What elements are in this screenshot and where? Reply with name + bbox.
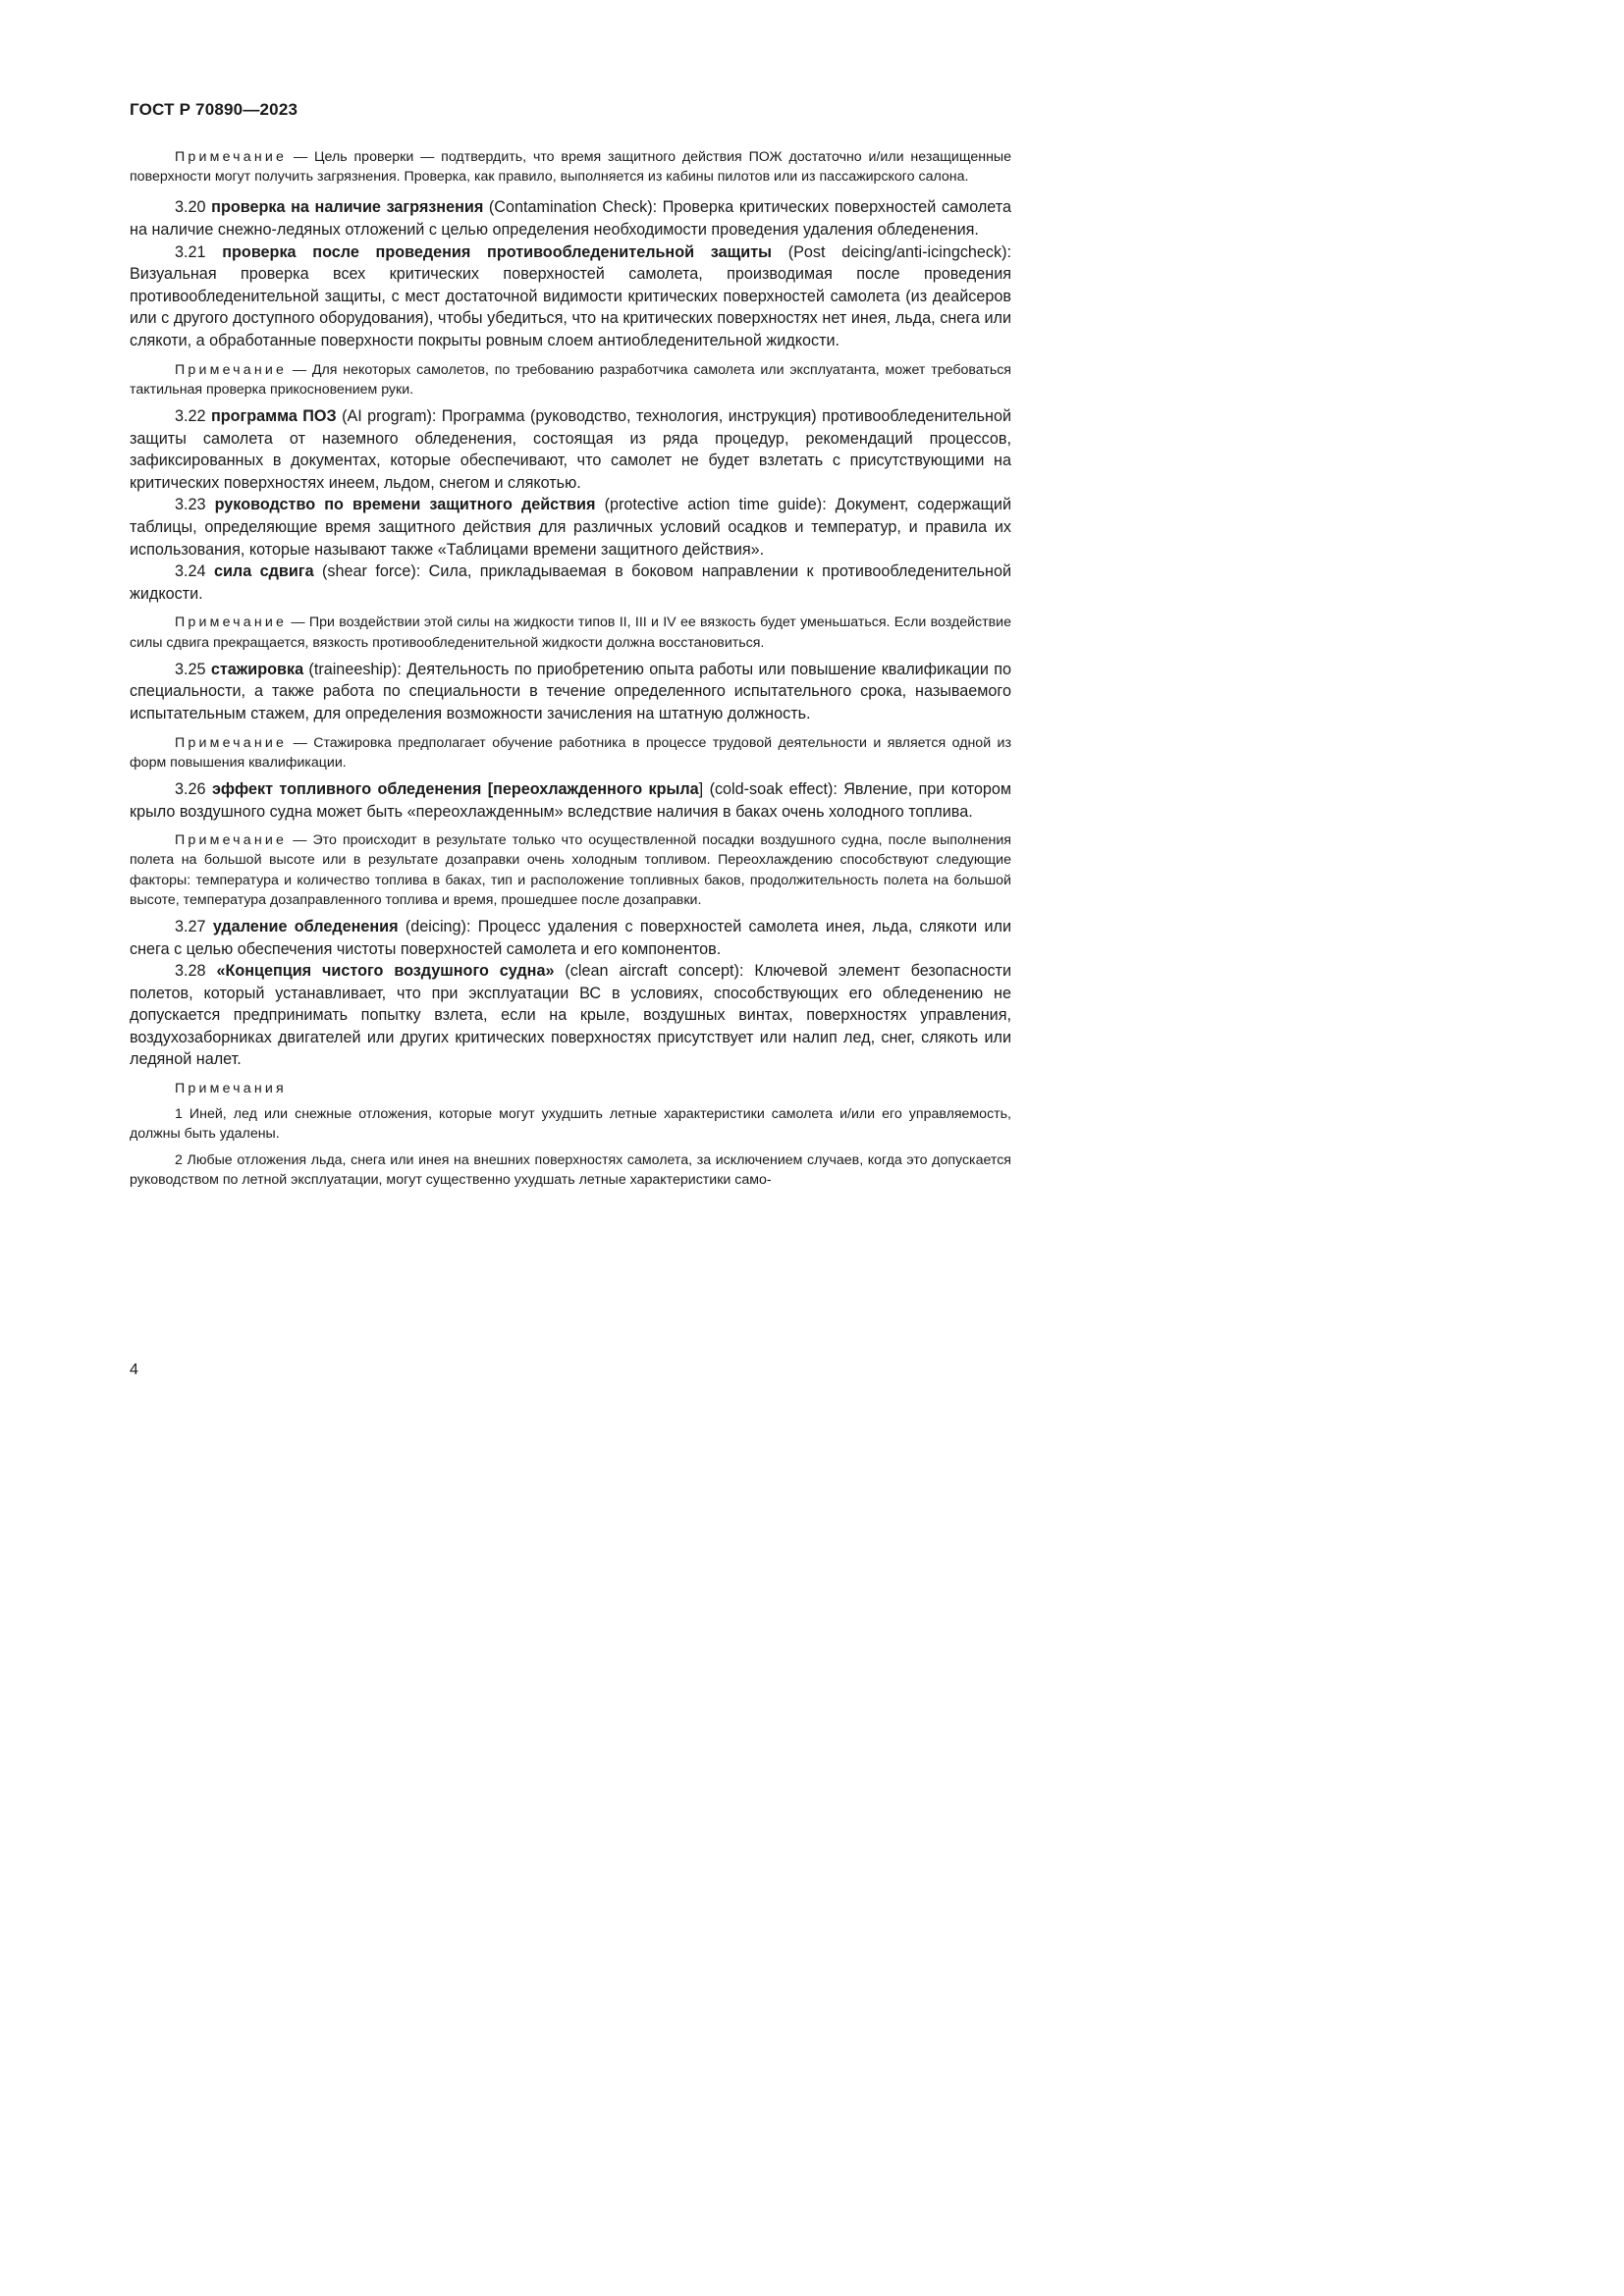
page-number: 4	[130, 1362, 138, 1378]
term-paragraph-3-28	[130, 960, 1011, 1071]
note-paragraph	[130, 147, 1011, 187]
note-text: — Это происходит в результате только что осуществленной посадки воздушного судна, после выполнения полета на большой высоте или в результате дозаправки очень холодным топливом. Переохлаждению способствуют следующие факторы: температура и количество топлива в баках, тип и расположение топливных баков, продолжительность полета на большой высоте, температура дозаправленного топлива и время, прошедшее после дозаправки.	[130, 832, 1011, 908]
numbered-note-1: 1 Иней, лед или снежные отложения, которые могут ухудшить летные характеристики самолета и/или его управляемость, должны быть удалены.	[130, 1106, 1011, 1143]
notes-heading	[130, 1079, 1011, 1098]
numbered-note-2: 2 Любые отложения льда, снега или инея на внешних поверхностях самолета, за исключением случаев, когда это допускается руководством по летной эксплуатации, могут существенно ухудшать летные характеристики само-	[130, 1151, 1011, 1188]
clause-number: 3.22	[175, 406, 206, 425]
document-code-header: ГОСТ Р 70890—2023	[130, 100, 298, 119]
term-title: удаление обледенения	[212, 917, 399, 935]
term-title: проверка после проведения противообледенительной защиты	[222, 242, 772, 261]
term-title: «Концепция чистого воздушного судна»	[216, 962, 555, 981]
term-title: стажировка	[210, 660, 304, 678]
note-paragraph	[130, 830, 1011, 910]
clause-number: 3.27	[175, 917, 206, 935]
notes-label: Примечания	[175, 1081, 287, 1097]
clause-number: 3.21	[175, 242, 206, 261]
term-definition: (AI program): Программа (руководство, технология, инструкция) противообледенительной защиты самолета от наземного обледенения, состоящая из ряда процедур, рекомендаций процессов, зафиксированных в документах, которые обеспечивают, что самолет не будет взлетать с присутствующими на критических поверхностях инеем, льдом, снегом и слякотью.	[130, 406, 1011, 492]
note-paragraph	[130, 733, 1011, 773]
term-paragraph-3-20	[130, 196, 1011, 240]
term-paragraph-3-27	[130, 916, 1011, 960]
note-label: Примечание	[175, 361, 288, 378]
note-text: — Стажировка предполагает обучение работника в процессе трудовой деятельности и является одной из форм повышения квалификации.	[130, 734, 1011, 771]
term-paragraph-3-21	[130, 241, 1011, 352]
term-paragraph-3-23	[130, 494, 1011, 561]
term-definition: (deicing): Процесс удаления с поверхностей самолета инея, льда, слякоти или снега с целью обеспечения чистоты поверхностей самолета и его компонентов.	[130, 917, 1011, 958]
clause-number: 3.28	[175, 962, 206, 981]
note-label: Примечание	[175, 614, 288, 631]
term-definition: (traineeship): Деятельность по приобретению опыта работы или повышение квалификации по специальности, а также работа по специальности в течение определенного испытательного срока, называемого испытательным стажем, для определения возможности зачисления на штатную должность.	[130, 660, 1012, 722]
clause-number: 3.20	[175, 198, 206, 217]
term-title: программа ПОЗ	[210, 406, 337, 425]
term-title: проверка на наличие загрязнения	[211, 198, 484, 217]
note-label: Примечание	[175, 832, 288, 849]
clause-number: 3.24	[175, 562, 206, 581]
term-title: руководство по времени защитного действия	[214, 496, 596, 514]
term-paragraph-3-22	[130, 405, 1011, 494]
term-title: сила сдвига	[213, 562, 314, 581]
term-definition: (protective action time guide): Документ, содержащий таблицы, определяющие время защитного действия для различных условий осадков и температур, и правила их использования, которые называют также «Таблицами времени защитного действия».	[130, 496, 1012, 559]
term-paragraph-3-24	[130, 561, 1011, 605]
term-paragraph-3-26	[130, 778, 1011, 823]
note-label: Примечание	[175, 734, 288, 751]
term-definition: (clean aircraft concept): Ключевой элемент безопасности полетов, который устанавливает, что при эксплуатации ВС в условиях, способствующих его обледенению не допускается предпринимать попытку взлета, если на крыле, воздушных винтах, поверхностях управления, воздухозаборниках двигателей или других критических поверхностях присутствует или налип лед, снег, слякоть или ледяной налет.	[130, 962, 1011, 1069]
note-paragraph	[130, 613, 1011, 652]
note-label: Примечание	[175, 149, 288, 165]
term-title: эффект топливного обледенения [переохлажденного крыла	[211, 779, 699, 798]
note-text: — При воздействии этой силы на жидкости типов II, III и IV ее вязкость будет уменьшаться. Если воздействие силы сдвига прекращается, вязкость противообледенительной жидкости должна восстановиться.	[130, 614, 1011, 651]
clause-number: 3.26	[175, 779, 206, 798]
clause-number: 3.25	[175, 660, 206, 678]
term-definition: (Contamination Check): Проверка критических поверхностей самолета на наличие снежно-ледяных отложений с целью определения необходимости проведения удаления обледенения.	[130, 198, 1011, 239]
term-definition: ] (cold-soak effect): Явление, при котором крыло воздушного судна может быть «переохлажденным» вследствие наличия в баках очень холодного топлива.	[130, 779, 1012, 821]
note-text: — Для некоторых самолетов, по требованию разработчика самолета или эксплуатанта, может требоваться тактильная проверка прикосновением руки.	[130, 361, 1011, 398]
document-body	[130, 147, 1011, 1190]
document-page	[0, 0, 1084, 1531]
note-paragraph	[130, 360, 1011, 400]
note-text: — Цель проверки — подтвердить, что время защитного действия ПОЖ достаточно и/или незащищенные поверхности могут получить загрязнения. Проверка, как правило, выполняется из кабины пилотов или из пассажирского салона.	[130, 149, 1011, 186]
term-definition: (Post deicing/anti-icingcheck): Визуальная проверка всех критических поверхностей самолета, производимая после проведения противообледенительной защиты, с мест достаточной видимости критических поверхностей самолета (из деайсеров или с другого доступного оборудования), чтобы убедиться, что на критических поверхностях нет инея, льда, снега или слякоти, а обработанные поверхности покрыты ровным слоем антиобледенительной жидкости.	[130, 242, 1011, 349]
term-definition: (shear force): Сила, прикладываемая в боковом направлении к противообледенительной жидкости.	[130, 562, 1011, 603]
term-paragraph-3-25	[130, 659, 1011, 725]
clause-number: 3.23	[175, 496, 206, 514]
